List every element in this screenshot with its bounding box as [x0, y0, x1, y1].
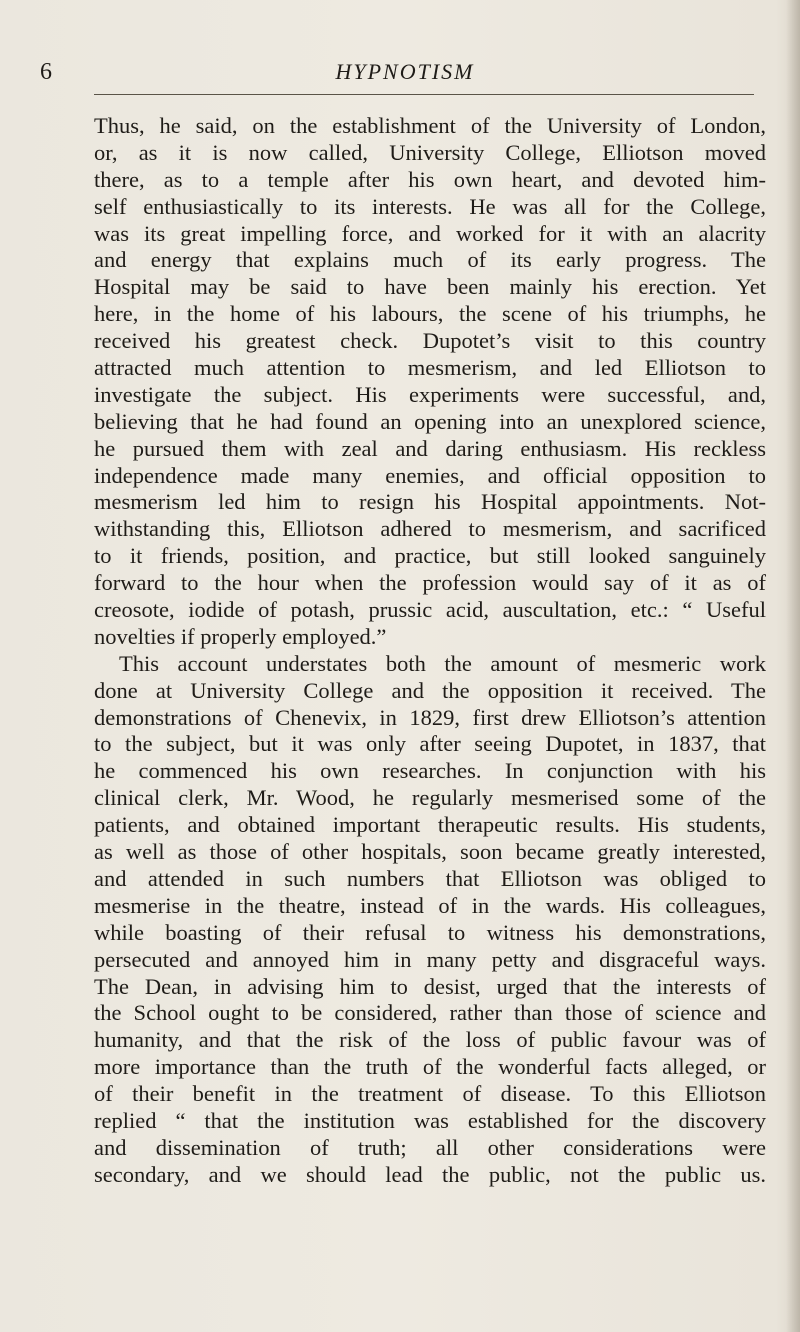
text-line: as well as those of other hospitals, soon became greatly interested,	[94, 839, 766, 865]
text-line: there, as to a temple after his own heart, and devoted him-	[94, 166, 766, 192]
text-line: humanity, and that the risk of the loss of public favour was of	[94, 1027, 766, 1053]
text-line: the School ought to be considered, rather than those of science and	[94, 1000, 766, 1026]
text-line: investigate the subject. His experiments were successful, and,	[94, 381, 766, 407]
text-line: done at University College and the opposition it received. The	[94, 677, 766, 703]
page-edge-shadow	[786, 0, 800, 1332]
text-line: Thus, he said, on the establishment of the University of London,	[94, 113, 766, 138]
text-line: of their benefit in the treatment of disease. To this Elliotson	[94, 1081, 766, 1107]
text-line: forward to the hour when the profession would say of it as of	[94, 570, 766, 596]
text-line-paragraph-end: novelties if properly employed.”	[94, 623, 387, 649]
text-line: he commenced his own researches. In conjunction with his	[94, 758, 766, 784]
text-line: clinical clerk, Mr. Wood, he regularly mesmerised some of the	[94, 785, 766, 811]
text-line: and dissemination of truth; all other considerations were	[94, 1134, 766, 1160]
page-header	[40, 57, 770, 91]
header-rule	[94, 94, 754, 95]
text-line: to it friends, position, and practice, but still looked sanguinely	[94, 543, 766, 569]
text-line: more importance than the truth of the wonderful facts alleged, or	[94, 1054, 766, 1080]
text-line: believing that he had found an opening into an unexplored science,	[94, 408, 766, 434]
text-line: replied “ that the institution was established for the discovery	[94, 1107, 766, 1133]
text-line: to the subject, but it was only after seeing Dupotet, in 1837, that	[94, 731, 766, 757]
text-line: persecuted and annoyed him in many petty and disgraceful ways.	[94, 946, 766, 972]
text-line: attracted much attention to mesmerism, and led Elliotson to	[94, 355, 766, 381]
text-line: self enthusiastically to its interests. He was all for the College,	[94, 193, 766, 219]
text-line: Hospital may be said to have been mainly his erection. Yet	[94, 274, 766, 300]
text-line: mesmerise in the theatre, instead of in the wards. His colleagues,	[94, 892, 766, 918]
text-line: received his greatest check. Dupotet’s visit to this country	[94, 328, 766, 354]
text-line: and energy that explains much of its early progress. The	[94, 247, 766, 273]
running-head: HYPNOTISM	[335, 59, 475, 84]
text-line: secondary, and we should lead the public, not the public us.	[94, 1161, 766, 1187]
text-line: demonstrations of Chenevix, in 1829, first drew Elliotson’s attention	[94, 704, 766, 730]
text-line: mesmerism led him to resign his Hospital appointments. Not-	[94, 489, 766, 515]
text-line: withstanding this, Elliotson adhered to mesmerism, and sacrificed	[94, 516, 766, 542]
text-line: while boasting of their refusal to witness his demonstrations,	[94, 919, 766, 945]
text-line-paragraph-start: This account understates both the amount of mesmeric work	[119, 650, 766, 676]
page-number: 6	[40, 59, 52, 85]
text-line: he pursued them with zeal and daring enthusiasm. His reckless	[94, 435, 766, 461]
text-line: here, in the home of his labours, the scene of his triumphs, he	[94, 301, 766, 327]
text-line: independence made many enemies, and official opposition to	[94, 462, 766, 488]
text-line: The Dean, in advising him to desist, urged that the interests of	[94, 973, 766, 999]
text-line: and attended in such numbers that Elliotson was obliged to	[94, 865, 766, 891]
text-line: patients, and obtained important therapeutic results. His students,	[94, 812, 766, 838]
text-line: or, as it is now called, University College, Elliotson moved	[94, 139, 766, 165]
text-line: was its great impelling force, and worked for it with an alacrity	[94, 220, 766, 246]
text-line: creosote, iodide of potash, prussic acid, auscultation, etc.: “ Useful	[94, 597, 766, 623]
body-text	[94, 113, 766, 1189]
